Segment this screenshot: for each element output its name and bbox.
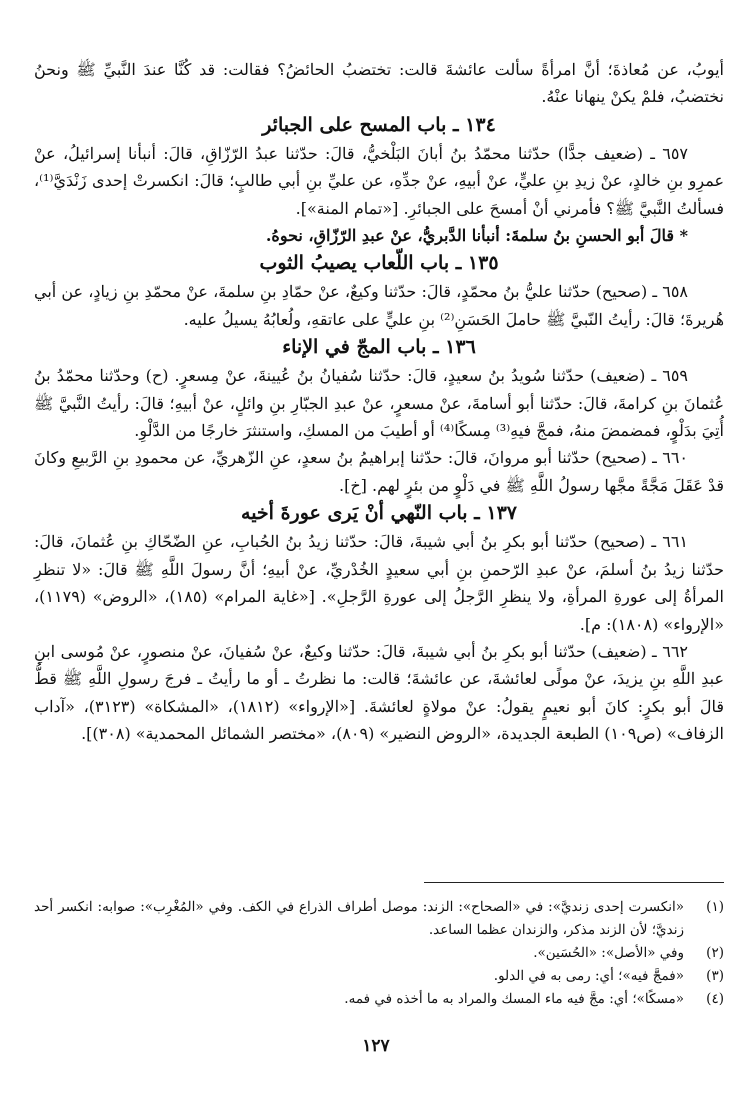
footnote-text: وفي «الأصل»: «الحُسَين». <box>533 945 684 961</box>
footnote-1 <box>34 896 724 942</box>
page-number: ١٢٧ <box>362 1036 390 1056</box>
hadith-661: ٦٦١ ـ (صحيح) حدّثنا أبو بكرِ بنُ أبي شيبةَ، قالَ: حدّثنا زيدُ بنُ الحُبابِ، عنِ الضّحّاكِ بنِ عُثمانَ، قالَ: حدّثنا زيدُ بنُ أسلمَ، عنْ عبدِ الرّحمنِ بنِ أبي سعيدٍ الخُدْريِّ، عنْ أبيهِ؛ أنَّ رسولَ اللَّهِ ﷺ قالَ: «لا تنظرِ المرأةُ إلى عورةِ المرأةِ، ولا ينظرِ الرَّجلُ إلى عورةِ الرَّجلِ». [«غاية المرام» (١٨٥)، «الروض» (١١٧٩)، «الإرواء» (١٨٠٨): م]. <box>34 532 724 634</box>
footnote-2 <box>34 942 724 965</box>
footnote-4 <box>34 988 724 1011</box>
footnote-text: «فمجَّ فيه»؛ أي: رمى به في الدلو. <box>493 968 684 984</box>
footnote-number: (١) <box>706 899 724 915</box>
footnote-number: (٢) <box>706 945 724 961</box>
footnote-separator <box>424 882 724 883</box>
footnotes <box>34 896 724 1011</box>
footnote-text: «مسكًا»؛ أي: مجَّ فيه ماء المسك والمراد به ما أخذه في فمه. <box>344 991 684 1007</box>
hadith-662: ٦٦٢ ـ (ضعيف) حدّثنا أبو بكرِ بنُ أبي شيبةَ، قالَ: حدّثنا وكيعٌ، عنْ سُفيانَ، عنْ منصورٍ، عنْ مُوسى ابنِ عبدِ اللَّهِ بنِ يزيدَ، عنْ مولًى لعائشةَ، عن عائشةَ؛ قالت: ما نظرتُ ـ أو ما رأيتُ ـ فرجَ رسولِ اللَّهِ ﷺ قطُّ قالَ أبو بكرٍ: كانَ أبو نعيمٍ يقولُ: عنْ مولاةٍ لعائشةَ. [«الإرواء» (١٨١٢)، «المشكاة» (٣١٢٣)، «آداب الزفاف» (ص١٠٩) الطبعة الجديدة، «الروض النضير» (٨٠٩)، «مختصر الشمائل المحمدية» (٣٠٨)]. <box>34 641 724 744</box>
footnote-text: «انكسرت إحدى زنديَّ»: في «الصحاح»: الزند: موصل أطراف الذراع في الكف. وفي «المُغْرِب»: صوابه: انكسر أحد زنديَّ؛ لأن الزند مذكر، والزندان عظما الساعد. <box>34 899 684 938</box>
chapter-heading-137: ١٣٧ ـ باب النّهي أنْ يَرى عورةَ أخيه <box>241 502 517 525</box>
paragraph-continuation: أيوبُ، عن مُعاذةَ؛ أنَّ امرأةً سألت عائشةَ قالت: تختضبُ الحائضُ؟ فقالت: قد كُنَّا عندَ النَّبيِّ ﷺ ونحنُ نختضبُ، فلمْ يكنْ ينهانا عنْهُ. <box>34 60 724 107</box>
footnote-3 <box>34 965 724 988</box>
hadith-659: ٦٥٩ ـ (ضعيف) حدّثنا سُويدُ بنُ سعيدٍ، قالَ: حدّثنا سُفيانُ بنُ عُيينةَ، عنْ مِسعرٍ. (ح) وحدّثنا محمّدُ بنُ عُثمانَ بنِ كرامةَ، قالَ: حدّثنا أبو أسامةَ، عنْ مسعرٍ، عنْ عبدِ الجبّارِ بنِ وائلٍ، عنْ أبيهِ؛ قالَ: رأيتُ النَّبيَّ ﷺ أُتِيَ بدَلْوٍ، فمضمضَ منهُ، فمجَّ فيهِ⁽³⁾ مِسكًا⁽⁴⁾ أو أطيبَ من المسكِ، واستنثرَ خارجًا من الدَّلْوِ. <box>34 366 724 441</box>
footnote-number: (٤) <box>706 991 724 1007</box>
chapter-heading-135: ١٣٥ ـ باب اللّعاب يصيبُ الثوب <box>259 252 499 275</box>
note-abu-al-hasan: * قالَ أبو الحسنِ بنُ سلمةَ: أنبأنا الدَّبريُّ، عنْ عبدِ الرّزّاقِ، نحوهُ. <box>265 226 688 246</box>
main-text <box>34 56 724 748</box>
chapter-heading-136: ١٣٦ ـ باب المجّ في الإناء <box>282 336 476 359</box>
hadith-657: ٦٥٧ ـ (ضعيف جدًّا) حدّثنا محمّدُ بنُ أبانَ البَلْخيُّ، قالَ: حدّثنا عبدُ الرّزّاقِ، قالَ: أنبأنا إسرائيلُ، عنْ عمرِو بنِ خالدٍ، عنْ زيدِ بنِ عليٍّ، عنْ أبيهِ، عنْ جدِّهِ، عن عليِّ بنِ أبي طالبٍ؛ قالَ: انكسرتْ إحدى زَنْدَيَّ⁽¹⁾، فسألتُ النَّبيَّ ﷺ؟ فأمرني أنْ أمسحَ على الجبائرِ. [«تمام المنة»]. <box>34 143 725 218</box>
footnote-number: (٣) <box>706 968 724 984</box>
chapter-heading-134: ١٣٤ ـ باب المسح على الجبائر <box>262 113 496 136</box>
hadith-658: ٦٥٨ ـ (صحيح) حدّثنا عليُّ بنُ محمّدٍ، قالَ: حدّثنا وكيعٌ، عنْ حمّادِ بنِ سلمةَ، عنْ محمّدِ بنِ زيادٍ، عن أبي هُريرةَ؛ قالَ: رأيتُ النّبيَّ ﷺ حاملَ الحَسَنِ⁽²⁾ بنِ عليٍّ على عاتقهِ، ولُعابُهُ يسيلُ عليه. <box>34 282 724 329</box>
hadith-660: ٦٦٠ ـ (صحيح) حدّثنا أبو مروانَ، قالَ: حدّثنا إبراهيمُ بنُ سعدٍ، عنِ الزّهريِّ، عن محمودِ بنِ الرَّبيعِ وكانَ قدْ عَقَلَ مَجَّةً مجَّها رسولُ اللَّهِ ﷺ في دَلْوٍ من بئرٍ لهم. [خ]. <box>34 448 724 495</box>
